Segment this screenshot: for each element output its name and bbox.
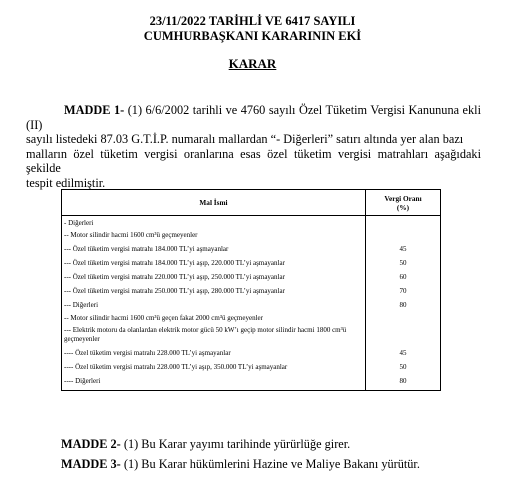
table-row — [62, 323, 441, 344]
table-row — [62, 372, 441, 391]
row-mal-ismi: --- Özel tüketim vergisi matrahı 184.000 TL’yi aşmayanlar — [62, 240, 366, 254]
madde-3-text: (1) Bu Karar hükümlerini Hazine ve Maliye Bakanı yürütür. — [120, 457, 420, 471]
row-mal-ismi: --- Elektrik motoru da olanlardan elektrik motor gücü 50 kW’ı geçip motor silindir hacmi 1800 cm³ü geçmeyenler — [62, 323, 366, 344]
table-header-row — [62, 190, 441, 216]
document-title-line2: CUMHURBAŞKANI KARARININ EKİ — [143, 29, 362, 43]
row-mal-ismi: --- Özel tüketim vergisi matrahı 184.000 TL’yi aşıp, 220.000 TL’yi aşmayanlar — [62, 254, 366, 268]
table-row — [62, 358, 441, 372]
table-row — [62, 282, 441, 296]
table-row — [62, 216, 441, 229]
row-vergi-orani: 45 — [366, 344, 441, 358]
column-header-mal-ismi: Mal İsmi — [62, 190, 366, 216]
madde-1-line4: tespit edilmiştir. — [26, 175, 106, 190]
column-header-vergi-orani-line1: Vergi Oranı — [384, 193, 422, 203]
row-mal-ismi: --- Özel tüketim vergisi matrahı 250.000 TL’yi aşıp, 280.000 TL’yi aşmayanlar — [62, 282, 366, 296]
madde-3-paragraph — [61, 457, 420, 472]
table-row — [62, 296, 441, 310]
row-vergi-orani: 80 — [366, 296, 441, 310]
table-row — [62, 344, 441, 358]
column-header-vergi-orani — [366, 190, 441, 216]
row-vergi-orani — [366, 310, 441, 323]
row-vergi-orani: 60 — [366, 268, 441, 282]
madde-1-label: MADDE 1- — [64, 103, 125, 117]
row-vergi-orani: 70 — [366, 282, 441, 296]
madde-2-paragraph — [61, 437, 350, 452]
madde-3-label: MADDE 3- — [61, 457, 121, 471]
column-header-vergi-orani-line2: (%) — [396, 202, 410, 212]
row-mal-ismi: --- Diğerleri — [62, 296, 366, 310]
row-vergi-orani — [366, 216, 441, 229]
table-body — [62, 216, 441, 391]
row-mal-ismi: ---- Özel tüketim vergisi matrahı 228.000 TL’yi aşıp, 350.000 TL’yi aşmayanlar — [62, 358, 366, 372]
row-vergi-orani: 80 — [366, 372, 441, 391]
madde-1-line3: malların özel tüketim vergisi oranlarına esas özel tüketim vergisi matrahları aşağıdaki şekilde — [26, 146, 481, 175]
madde-1-line2: sayılı listedeki 87.03 G.T.İ.P. numaralı mallardan “- Diğerleri” satırı altında yer alan bazı — [26, 132, 464, 146]
tax-rate-table — [61, 189, 441, 391]
row-mal-ismi: ---- Özel tüketim vergisi matrahı 228.000 TL’yi aşmayanlar — [62, 344, 366, 358]
row-vergi-orani — [366, 323, 441, 344]
table-row — [62, 228, 441, 240]
row-vergi-orani: 50 — [366, 358, 441, 372]
row-vergi-orani: 45 — [366, 240, 441, 254]
row-mal-ismi: - Diğerleri — [62, 216, 366, 229]
madde-1-line1: (1) 6/6/2002 tarihli ve 4760 sayılı Özel Tüketim Vergisi Kanununa ekli (II) — [26, 103, 481, 132]
row-mal-ismi: -- Motor silindir hacmi 1600 cm³ü geçen fakat 2000 cm³ü geçmeyenler — [62, 310, 366, 323]
karar-heading: KARAR — [228, 56, 277, 71]
table-row — [62, 254, 441, 268]
madde-1-paragraph — [26, 103, 481, 190]
row-vergi-orani: 50 — [366, 254, 441, 268]
document-title-line1: 23/11/2022 TARİHLİ VE 6417 SAYILI — [149, 14, 356, 28]
row-mal-ismi: -- Motor silindir hacmi 1600 cm³ü geçmeyenler — [62, 228, 366, 240]
row-mal-ismi: --- Özel tüketim vergisi matrahı 220.000 TL’yi aşıp, 250.000 TL’yi aşmayanlar — [62, 268, 366, 282]
table-row — [62, 268, 441, 282]
madde-2-text: (1) Bu Karar yayımı tarihinde yürürlüğe girer. — [120, 437, 351, 451]
table-row — [62, 310, 441, 323]
table-row — [62, 240, 441, 254]
madde-2-label: MADDE 2- — [61, 437, 121, 451]
row-vergi-orani — [366, 228, 441, 240]
row-mal-ismi: ---- Diğerleri — [62, 372, 366, 391]
